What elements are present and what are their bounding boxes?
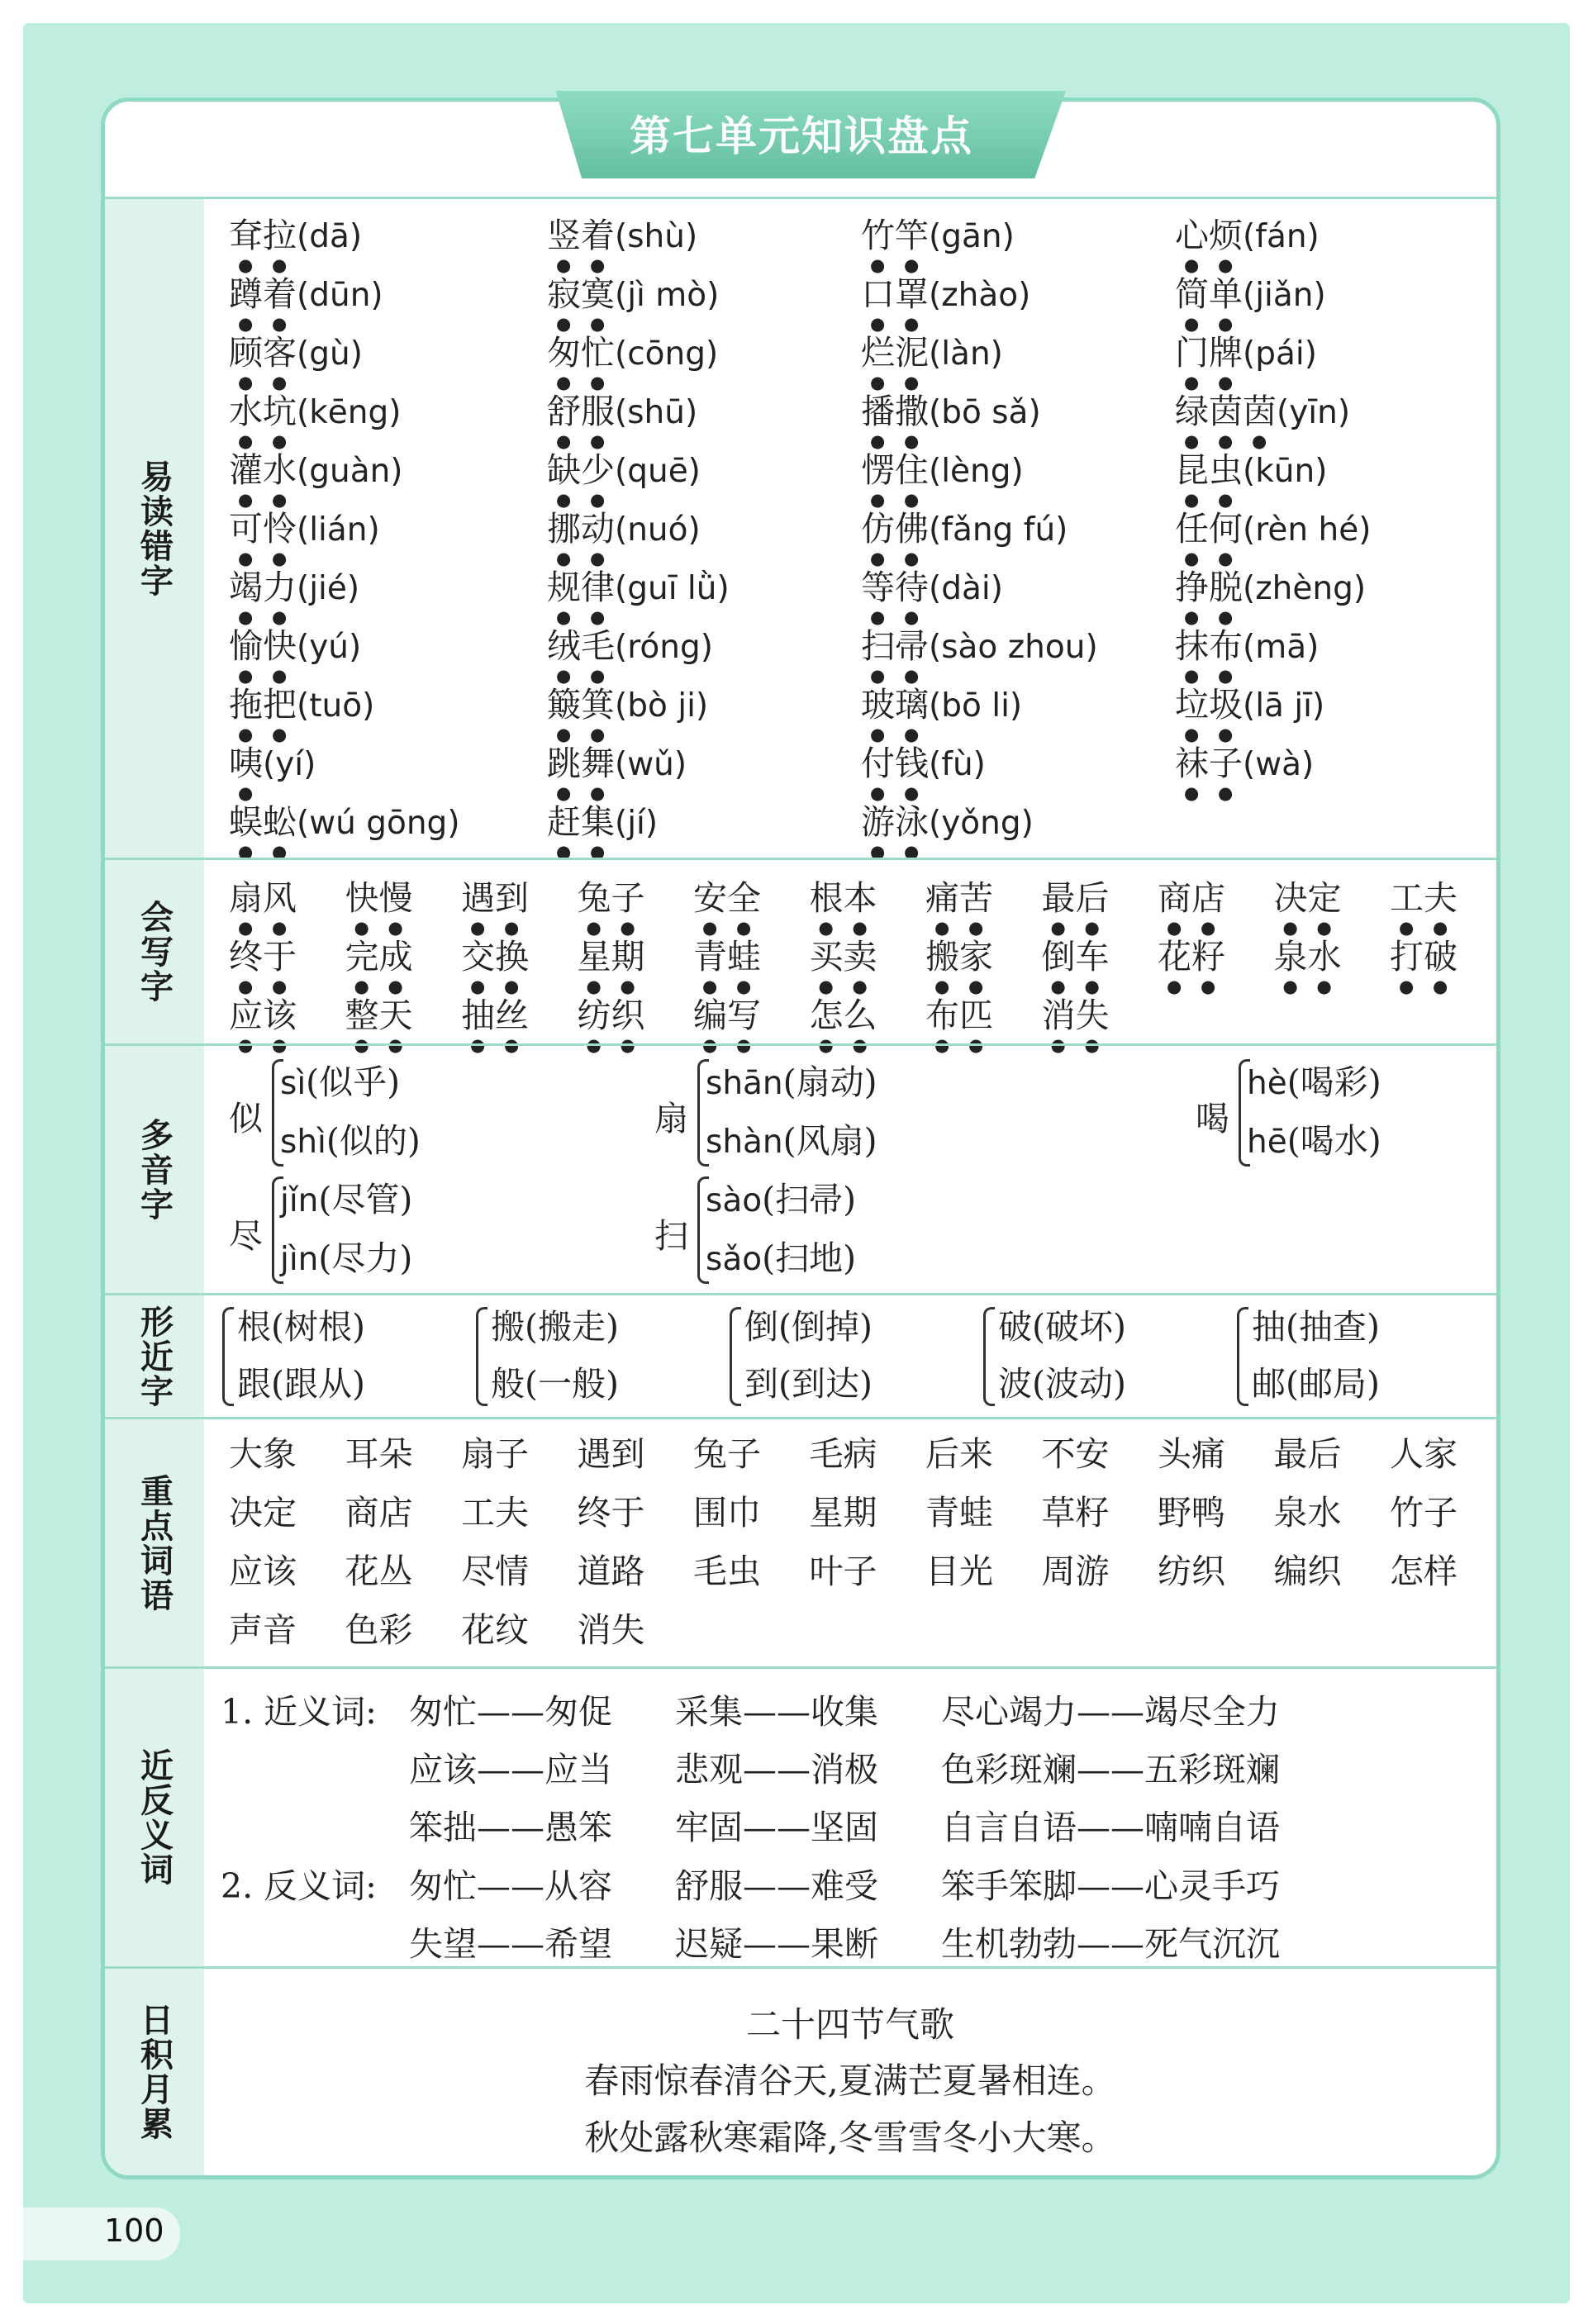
vocab-word: 垃圾 [1175, 685, 1243, 725]
keyword: 周游 [1041, 1552, 1110, 1591]
vocab-pinyin: (róng) [615, 629, 713, 666]
polyphone-reading [706, 1238, 857, 1278]
writing-word: 终于 [229, 937, 297, 977]
keyword: 草籽 [1041, 1493, 1110, 1533]
writing-word: 最后 [1041, 878, 1110, 918]
reading-example: (扇动) [782, 1062, 877, 1102]
vocab-pinyin: (shù) [615, 218, 698, 255]
vocab-word: 玻璃 [861, 685, 929, 725]
antonym-pair: 匆忙——从容 [409, 1866, 612, 1906]
similar-char-item: 抽(抽查) [1252, 1307, 1380, 1347]
keyword: 终于 [577, 1493, 645, 1533]
vocab-pinyin: (zhèng) [1243, 570, 1367, 607]
vocab-item [547, 216, 697, 275]
vocab-pinyin: (rèn hé) [1243, 511, 1372, 549]
keyword: 编织 [1273, 1552, 1342, 1591]
brace [1237, 1307, 1248, 1406]
keywords-grid [204, 1419, 1496, 1666]
reading-pinyin: jìn [280, 1241, 319, 1278]
reading-pinyin: shì [280, 1124, 326, 1161]
polyphone-char: 尽 [229, 1216, 263, 1256]
antonym-pair: 失望——希望 [409, 1924, 612, 1964]
vocab-item [229, 802, 460, 862]
vocab-pinyin: (kūn) [1243, 453, 1328, 490]
section-label: 重点词语 [105, 1419, 204, 1666]
keyword: 消失 [577, 1610, 645, 1650]
keyword: 工夫 [461, 1493, 529, 1533]
vocab-pinyin: (shū) [615, 394, 698, 431]
vocab-item [547, 685, 708, 744]
vocab-word: 心烦 [1175, 216, 1243, 255]
keyword: 目光 [925, 1552, 993, 1591]
antonym-pair: 生机勃勃——死气沉沉 [941, 1924, 1280, 1964]
vocab-item [547, 392, 697, 451]
vocab-pinyin: (jiǎn) [1243, 277, 1326, 314]
brace [730, 1307, 741, 1406]
keyword: 野鸭 [1158, 1493, 1225, 1533]
vocab-word: 烂泥 [861, 333, 929, 373]
easy-read-grid [204, 199, 1496, 858]
synonym-pair: 自言自语——喃喃自语 [941, 1808, 1280, 1847]
polyphone-char: 喝 [1196, 1099, 1229, 1138]
vocab-item [1175, 274, 1326, 334]
keyword: 最后 [1273, 1434, 1342, 1474]
vocab-word: 蹲着 [229, 274, 297, 314]
writing-word: 整天 [345, 996, 413, 1035]
vocab-word: 簸箕 [547, 685, 615, 725]
section-label: 易读错字 [105, 199, 204, 858]
vocab-item [1175, 626, 1319, 686]
writing-word: 应该 [229, 996, 297, 1035]
vocab-word: 规律 [547, 568, 615, 607]
vocab-item [861, 274, 1030, 334]
vocab-word: 挪动 [547, 509, 615, 549]
brace [222, 1307, 234, 1406]
polyphone-char: 扇 [654, 1099, 688, 1138]
vocab-word: 等待 [861, 568, 929, 607]
vocab-item [1175, 744, 1314, 803]
section-synonyms [105, 1666, 1496, 1966]
vocab-pinyin: (lèng) [929, 453, 1024, 490]
antonym-pair: 笨手笨脚——心灵手巧 [941, 1866, 1280, 1906]
vocab-pinyin: (pái) [1243, 335, 1317, 373]
vocab-pinyin: (lián) [297, 511, 380, 549]
reading-pinyin: jǐn [280, 1182, 319, 1219]
poem-line: 秋处露秋寒霜降,冬雪雪冬小大寒。 [584, 2117, 1116, 2158]
vocab-pinyin: (dài) [929, 570, 1003, 607]
vocab-item [229, 744, 316, 803]
vocab-pinyin: (nuó) [615, 511, 701, 549]
vocab-word: 仿佛 [861, 509, 929, 549]
vocab-word: 口罩 [861, 274, 929, 314]
keyword: 青蛙 [925, 1493, 993, 1533]
vocab-pinyin: (gān) [929, 218, 1015, 255]
section-daily [105, 1966, 1496, 2175]
vocab-item [1175, 216, 1320, 275]
similar-char-item: 搬(搬走) [491, 1307, 619, 1347]
writing-word: 倒车 [1041, 937, 1110, 977]
vocab-word: 播撒 [861, 392, 929, 431]
vocab-word: 耷拉 [229, 216, 297, 255]
poem-title: 二十四节气歌 [745, 2004, 954, 2045]
vocab-item [861, 509, 1068, 568]
vocab-item [229, 333, 363, 392]
vocab-word: 可怜 [229, 509, 297, 549]
similar-grid [204, 1295, 1496, 1417]
vocab-pinyin: (kēng) [297, 394, 402, 431]
similar-char-item: 般(一般) [491, 1364, 619, 1404]
writing-word: 抽丝 [461, 996, 529, 1035]
vocab-pinyin: (wǔ) [615, 746, 687, 783]
vocab-word: 跳舞 [547, 744, 615, 783]
vocab-item [861, 802, 1034, 862]
similar-char-item: 破(破坏) [998, 1307, 1126, 1347]
vocab-word: 绿茵茵 [1175, 392, 1277, 431]
vocab-word: 付钱 [861, 744, 929, 783]
vocab-word: 简单 [1175, 274, 1243, 314]
reading-pinyin: sǎo [706, 1241, 763, 1278]
reading-example: (扫帚) [762, 1180, 857, 1219]
page-number: 100 [104, 2212, 164, 2249]
vocab-pinyin: (guàn) [297, 453, 403, 490]
polyphone-reading [706, 1062, 877, 1102]
vocab-word: 竖着 [547, 216, 615, 255]
polyphone-reading [280, 1062, 401, 1102]
synonym-pair: 悲观——消极 [675, 1750, 878, 1789]
keyword: 花丛 [345, 1552, 413, 1591]
writing-word: 青蛙 [693, 937, 761, 977]
vocab-word: 任何 [1175, 509, 1243, 549]
vocab-item [229, 626, 361, 686]
writing-word: 纺织 [577, 996, 645, 1035]
antonym-pair: 舒服——难受 [675, 1866, 878, 1906]
vocab-word: 扫帚 [861, 626, 929, 666]
vocab-item [229, 392, 401, 451]
keyword: 星期 [809, 1493, 877, 1533]
writing-word: 痛苦 [925, 878, 993, 918]
vocab-item [547, 744, 687, 803]
vocab-item [861, 450, 1024, 510]
writing-word: 怎么 [809, 996, 877, 1035]
vocab-item [547, 450, 701, 510]
vocab-item [229, 274, 383, 334]
similar-char-item: 到(到达) [744, 1364, 873, 1404]
polyphone-reading [1247, 1121, 1381, 1161]
keyword: 不安 [1041, 1434, 1110, 1474]
poem-line: 春雨惊春清谷天,夏满芒夏暑相连。 [584, 2060, 1116, 2101]
vocab-pinyin: (lā jī) [1243, 687, 1325, 725]
vocab-pinyin: (gù) [297, 335, 363, 373]
brace [983, 1307, 995, 1406]
reading-pinyin: sì [280, 1065, 307, 1102]
reading-example: (似乎) [306, 1062, 401, 1102]
vocab-pinyin: (quē) [615, 453, 701, 490]
vocab-word: 水坑 [229, 392, 297, 431]
writing-word: 快慢 [345, 878, 413, 918]
vocab-word: 袜子 [1175, 744, 1243, 783]
reading-pinyin: hē [1247, 1124, 1287, 1161]
keyword: 竹子 [1390, 1493, 1457, 1533]
vocab-word: 愣住 [861, 450, 929, 490]
writing-word: 泉水 [1273, 937, 1342, 977]
vocab-item [1175, 685, 1324, 744]
reading-example: (扫地) [762, 1238, 857, 1278]
keyword: 决定 [229, 1493, 297, 1533]
polyphone-reading [280, 1238, 413, 1278]
vocab-word: 缺少 [547, 450, 615, 490]
polyphone-reading [280, 1121, 421, 1161]
section-similar [105, 1293, 1496, 1417]
vocab-pinyin: (bō sǎ) [929, 394, 1041, 431]
reading-pinyin: hè [1247, 1065, 1287, 1102]
similar-char-item: 倒(倒掉) [744, 1307, 873, 1347]
vocab-item [861, 333, 1003, 392]
vocab-word: 灌水 [229, 450, 297, 490]
vocab-word: 匆忙 [547, 333, 615, 373]
vocab-word: 绒毛 [547, 626, 615, 666]
section-polyphone [105, 1043, 1496, 1293]
poem-block [204, 1969, 1496, 2175]
similar-char-item: 波(波动) [998, 1364, 1126, 1404]
writing-word: 兔子 [577, 878, 645, 918]
section-writing [105, 858, 1496, 1043]
vocab-item [1175, 333, 1317, 392]
writing-word: 根本 [809, 878, 877, 918]
keyword: 遇到 [577, 1434, 645, 1474]
writing-word: 工夫 [1390, 878, 1457, 918]
reading-example: (喝彩) [1286, 1062, 1381, 1102]
vocab-item [547, 802, 658, 862]
vocab-pinyin: (cōng) [615, 335, 719, 373]
polyphone-grid [204, 1046, 1496, 1293]
similar-char-item: 跟(跟从) [237, 1364, 365, 1404]
polyphone-reading [1247, 1062, 1381, 1102]
vocab-word: 竹竿 [861, 216, 929, 255]
vocab-pinyin: (yīn) [1277, 394, 1351, 431]
polyphone-reading [280, 1180, 413, 1219]
vocab-item [861, 685, 1022, 744]
vocab-word: 抹布 [1175, 626, 1243, 666]
vocab-pinyin: (bò ji) [615, 687, 709, 725]
vocab-item [547, 333, 718, 392]
vocab-word: 咦 [229, 744, 263, 783]
keyword: 耳朵 [345, 1434, 413, 1474]
vocab-pinyin: (jié) [297, 570, 360, 607]
keyword: 纺织 [1158, 1552, 1225, 1591]
vocab-word: 蜈蚣 [229, 802, 297, 842]
vocab-pinyin: (fù) [929, 746, 986, 783]
writing-word: 买卖 [809, 937, 877, 977]
vocab-pinyin: (fán) [1243, 218, 1320, 255]
vocab-pinyin: (bō li) [929, 687, 1023, 725]
similar-char-item: 邮(邮局) [1252, 1364, 1380, 1404]
keyword: 兔子 [693, 1434, 761, 1474]
vocab-word: 昆虫 [1175, 450, 1243, 490]
reading-pinyin: sào [706, 1182, 763, 1219]
keyword: 大象 [229, 1434, 297, 1474]
vocab-word: 寂寞 [547, 274, 615, 314]
synonym-pair: 尽心竭力——竭尽全力 [941, 1692, 1280, 1732]
writing-word: 布匹 [925, 996, 993, 1035]
vocab-word: 游泳 [861, 802, 929, 842]
vocab-word: 竭力 [229, 568, 297, 607]
vocab-item [547, 568, 730, 627]
section-keywords [105, 1417, 1496, 1666]
vocab-pinyin: (dūn) [297, 277, 383, 314]
writing-word: 决定 [1273, 878, 1342, 918]
vocab-item [229, 450, 403, 510]
keyword: 扇子 [461, 1434, 529, 1474]
vocab-pinyin: (wà) [1243, 746, 1315, 783]
keyword: 围巾 [693, 1493, 761, 1533]
vocab-item [229, 509, 380, 568]
writing-word: 商店 [1158, 878, 1225, 918]
vocab-word: 挣脱 [1175, 568, 1243, 607]
keyword: 道路 [577, 1552, 645, 1591]
vocab-item [547, 274, 719, 334]
writing-word: 星期 [577, 937, 645, 977]
writing-word: 安全 [693, 878, 761, 918]
vocab-item [861, 392, 1041, 451]
section-label: 日积月累 [105, 1969, 204, 2175]
vocab-pinyin: (dā) [297, 218, 363, 255]
page-title: 第七单元知识盘点 [630, 112, 973, 160]
keyword: 应该 [229, 1552, 297, 1591]
synonym-pair: 采集——收集 [675, 1692, 878, 1732]
vocab-pinyin: (fǎng fú) [929, 511, 1068, 549]
vocab-item [861, 626, 1098, 686]
section-label: 近反义词 [105, 1669, 204, 1966]
brace [476, 1307, 487, 1406]
antonym-pair: 迟疑——果断 [675, 1924, 878, 1964]
section-label: 形近字 [105, 1295, 204, 1417]
vocab-item [547, 509, 701, 568]
synonym-pair: 牢固——坚固 [675, 1808, 878, 1847]
vocab-pinyin: (yǒng) [929, 805, 1034, 842]
writing-word: 遇到 [461, 878, 529, 918]
keyword: 头痛 [1158, 1434, 1225, 1474]
keyword: 后来 [925, 1434, 993, 1474]
vocab-word: 舒服 [547, 392, 615, 431]
writing-word: 编写 [693, 996, 761, 1035]
keyword: 花纹 [461, 1610, 529, 1650]
polyphone-reading [706, 1121, 877, 1161]
keyword: 声音 [229, 1610, 297, 1650]
reading-example: (似的) [326, 1121, 421, 1161]
keyword: 怎样 [1390, 1552, 1457, 1591]
keyword: 泉水 [1273, 1493, 1342, 1533]
vocab-pinyin: (wú gōng) [297, 805, 460, 842]
vocab-item [861, 216, 1015, 275]
vocab-item [229, 568, 359, 627]
vocab-pinyin: (yú) [297, 629, 362, 666]
vocab-pinyin: (jí) [615, 805, 659, 842]
synonym-pair: 笨拙——愚笨 [409, 1808, 612, 1847]
reading-example: (尽管) [318, 1180, 413, 1219]
vocab-word: 赶集 [547, 802, 615, 842]
vocab-item [1175, 509, 1371, 568]
vocab-pinyin: (mā) [1243, 629, 1320, 666]
reading-pinyin: shān [706, 1065, 783, 1102]
vocab-word: 顾客 [229, 333, 297, 373]
synonyms-grid [204, 1669, 1496, 1966]
vocab-item [1175, 392, 1350, 451]
keyword: 毛虫 [693, 1552, 761, 1591]
vocab-pinyin: (tuō) [297, 687, 375, 725]
polyphone-char: 似 [229, 1099, 263, 1138]
vocab-pinyin: (jì mò) [615, 277, 720, 314]
synonym-pair: 匆忙——匆促 [409, 1692, 612, 1732]
section-label: 会写字 [105, 860, 204, 1043]
antonym-heading: 2. 反义词: [221, 1866, 377, 1906]
vocab-item [1175, 450, 1327, 510]
reading-example: (喝水) [1286, 1121, 1381, 1161]
keyword: 毛病 [809, 1434, 877, 1474]
vocab-word: 愉快 [229, 626, 297, 666]
vocab-word: 门牌 [1175, 333, 1243, 373]
synonym-heading: 1. 近义词: [221, 1692, 377, 1732]
keyword: 色彩 [345, 1610, 413, 1650]
writing-grid [204, 860, 1496, 1043]
vocab-item [861, 744, 986, 803]
similar-char-item: 根(树根) [237, 1307, 365, 1347]
writing-word: 消失 [1041, 996, 1110, 1035]
keyword: 尽情 [461, 1552, 529, 1591]
vocab-item [229, 685, 374, 744]
polyphone-char: 扫 [654, 1216, 688, 1256]
writing-word: 扇风 [229, 878, 297, 918]
writing-word: 交换 [461, 937, 529, 977]
writing-word: 花籽 [1158, 937, 1225, 977]
vocab-pinyin: (sào zhou) [929, 629, 1098, 666]
vocab-item [1175, 568, 1366, 627]
polyphone-reading [706, 1180, 857, 1219]
vocab-item [547, 626, 713, 686]
vocab-pinyin: (guī lǜ) [615, 570, 730, 607]
synonym-pair: 色彩斑斓——五彩斑斓 [941, 1750, 1280, 1789]
synonym-pair: 应该——应当 [409, 1750, 612, 1789]
writing-word: 搬家 [925, 937, 993, 977]
keyword: 商店 [345, 1493, 413, 1533]
reading-pinyin: shàn [706, 1124, 783, 1161]
vocab-item [861, 568, 1003, 627]
writing-word: 打破 [1390, 937, 1457, 977]
keyword: 人家 [1390, 1434, 1457, 1474]
reading-example: (风扇) [782, 1121, 877, 1161]
vocab-word: 拖把 [229, 685, 297, 725]
writing-word: 完成 [345, 937, 413, 977]
keyword: 叶子 [809, 1552, 877, 1591]
section-label: 多音字 [105, 1046, 204, 1293]
section-easy-read [105, 197, 1496, 858]
vocab-pinyin: (zhào) [929, 277, 1031, 314]
vocab-pinyin: (yí) [263, 746, 316, 783]
vocab-item [229, 216, 362, 275]
vocab-pinyin: (làn) [929, 335, 1003, 373]
reading-example: (尽力) [318, 1238, 413, 1278]
